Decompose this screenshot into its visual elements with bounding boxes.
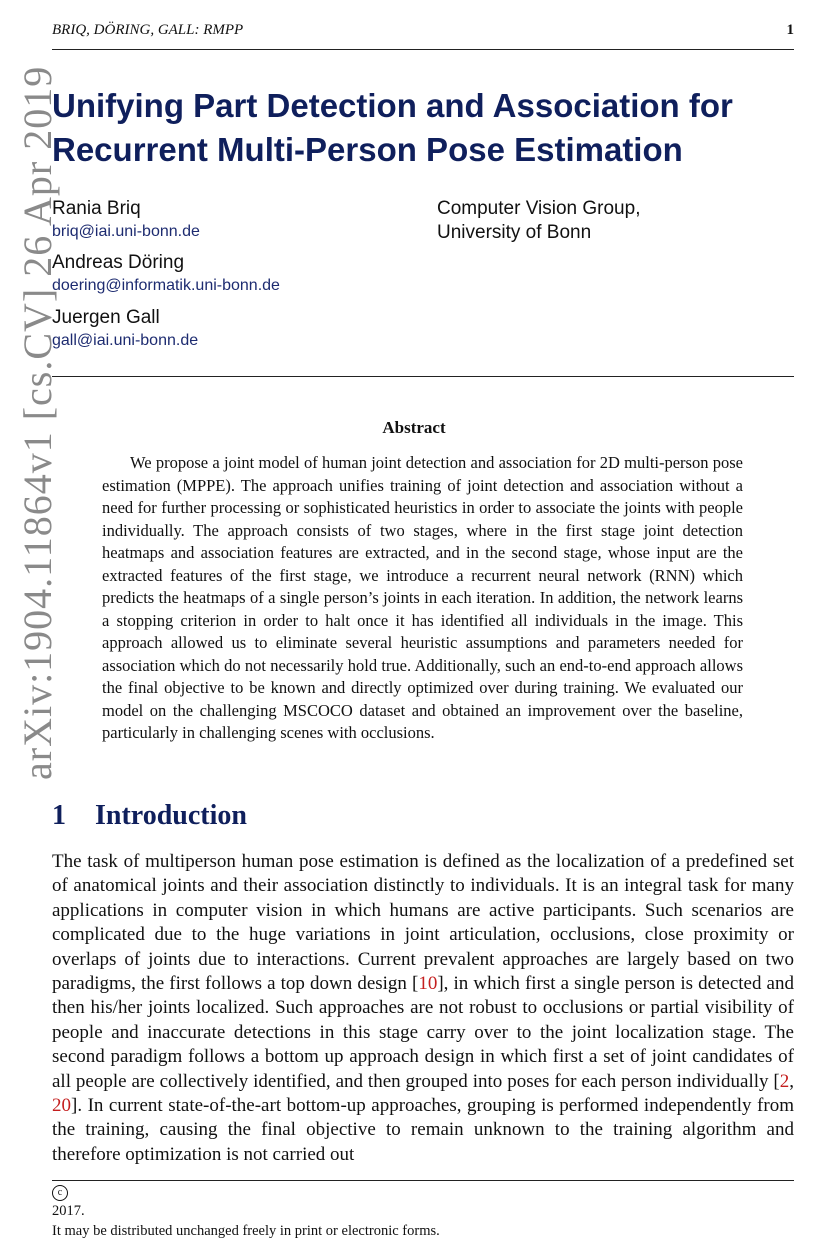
intro-text: ], in which first a single person is detected and then his/her joints localized. Such approaches are not robust to occlusions or partial visibility of people and inaccurate detections in this stage carry over to the joint localization stage. The second paradigm follows a bottom up approach design in which first a set of joint candidates of all people are collectively identified, and then grouped into poses for each person individually [ [52,973,794,1092]
page-number: 1 [786,22,794,38]
section-heading [52,800,247,832]
section-title: Introduction [95,800,247,831]
running-head-authors: BRIQ, DÖRING, GALL: RMPP [52,22,244,38]
author-email[interactable]: gall@iai.uni-bonn.de [52,332,199,349]
header-rule [52,49,794,50]
copyright-year: 2017. [52,1203,85,1219]
citation-link[interactable]: 20 [52,1095,71,1117]
license-text: It may be distributed unchanged freely in print or electronic forms. [52,1223,440,1239]
author-block [52,197,200,243]
intro-text: ]. In current state-of-the-art bottom-up approaches, grouping is performed independently from the training, causing the final objective to remain unknown to the training algorithm and therefore optimization is not carried out [52,1095,794,1165]
paper-title [52,84,812,172]
intro-text: The task of multiperson human pose estimation is defined as the localization of a predefined set of anatomical joints and their association distinctly to individuals. It is an integral task for many applications in computer vision in which humans are active participants. Such scenarios are complicated due to the huge variations in joint articulation, occlusions, close proximity or overlaps of joints due to interactions. Current prevalent approaches are largely based on two paradigms, the first follows a top down design [ [52,851,794,995]
title-line: Recurrent Multi-Person Pose Estimation [52,131,683,168]
copyright-line [52,1185,440,1221]
intro-text: , [789,1070,794,1092]
author-name: Rania Briq [52,198,141,219]
author-name: Juergen Gall [52,307,160,328]
affiliation [437,197,640,245]
affiliation-line: Computer Vision Group, [437,198,641,219]
author-block [52,251,280,297]
author-name: Andreas Döring [52,252,185,273]
arxiv-stamp: arXiv:1904.11864v1 [cs.CV] 26 Apr 2019 [15,65,60,780]
author-email[interactable]: doering@informatik.uni-bonn.de [52,277,280,294]
abstract-heading: Abstract [382,418,446,437]
intro-paragraph [52,850,794,1167]
section-number: 1 [52,800,66,831]
abstract-text: We propose a joint model of human joint detection and association for 2D multi-person pose estimation (MPPE). The approach unifies training of joint detection and association without a need for further processing or sophisticated heuristics in order to associate the joints with people individually. The approach consists of two stages, where in the first stage joint detection heatmaps and association features are extracted, and in the second stage, whose input are the extracted features of the first stage, we introduce a recurrent neural network (RNN) which predicts the heatmaps of a single person’s joints in each iteration. In addition, the network learns a stopping criterion in order to halt once it has identified all individuals in the image. This approach allowed us to eliminate several heuristic assumptions and parameters needed for association which do not necessarily hold true. Additionally, such an end-to-end approach allows the final objective to be known and directly optimized over during training. We evaluated our model on the challenging MSCOCO dataset and obtained an improvement over the baseline, particularly in challenging scenes with occlusions. [102,453,743,742]
author-email[interactable]: briq@iai.uni-bonn.de [52,223,200,240]
title-block-rule [52,376,794,377]
running-head [52,20,794,44]
affiliation-line: University of Bonn [437,222,592,243]
author-block [52,306,198,352]
copyright-icon: c [52,1185,68,1201]
footer-rule [52,1180,794,1181]
citation-link[interactable]: 2 [779,1070,790,1092]
citation-link[interactable]: 10 [418,973,438,995]
footer [52,1185,440,1241]
title-line: Unifying Part Detection and Association for [52,87,733,124]
